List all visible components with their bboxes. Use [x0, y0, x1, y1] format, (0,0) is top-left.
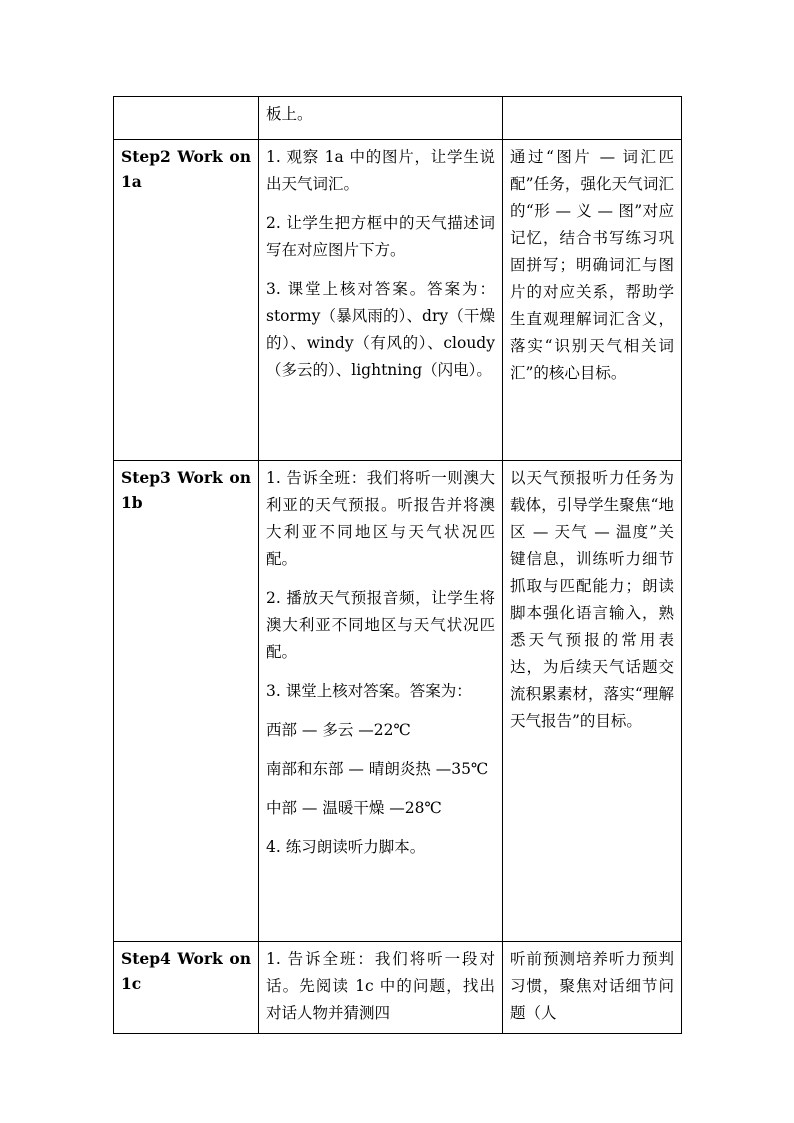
step-title-tail: 1a [121, 172, 142, 191]
procedure-cell [259, 942, 503, 1034]
objective-text: 以天气预报听力任务为载体，引导学生聚焦“地区 — 天气 — 温度”关键信息，训练听力细节抓取与匹配能力；朗读脚本强化语言输入，熟悉天气预报的常用表达，为后续天气话题交流积累素材，落实“理解天气报告”的目标。 [510, 469, 674, 730]
procedure-cell [259, 97, 503, 140]
procedure-paragraph: 4. 练习朗读听力脚本。 [266, 838, 426, 856]
table-row [114, 140, 682, 461]
step-title: Step2 Work on [121, 147, 251, 166]
objective-text: 听前预测培养听力预判习惯，聚焦对话细节问题（人 [510, 950, 674, 1022]
table-row [114, 942, 682, 1034]
procedure-paragraph: 1. 观察 1a 中的图片，让学生说出天气词汇。 [266, 148, 495, 193]
step-cell [114, 942, 259, 1034]
step-title: Step4 Work on [121, 949, 251, 968]
table-row [114, 97, 682, 140]
procedure-paragraph: 2. 播放天气预报音频，让学生将澳大利亚不同地区与天气状况匹配。 [266, 589, 495, 661]
procedure-paragraph: 1. 告诉全班：我们将听一则澳大利亚的天气预报。听报告并将澳大利亚不同地区与天气状况匹配。 [266, 469, 495, 568]
step-title-tail: 1b [121, 493, 143, 512]
step-cell [114, 97, 259, 140]
step-cell [114, 140, 259, 461]
answer-line: 南部和东部 — 晴朗炎热 —35℃ [266, 760, 489, 778]
step-cell [114, 461, 259, 942]
procedure-cell [259, 140, 503, 461]
step-title-tail: 1c [121, 974, 142, 993]
answer-line: 中部 — 温暖干燥 —28℃ [266, 799, 442, 817]
objective-cell [503, 97, 682, 140]
objective-text: 通过“图片 — 词汇匹配”任务，强化天气词汇的“形 — 义 — 图”对应记忆，结合书写练习巩固拼写；明确词汇与图片的对应关系，帮助学生直观理解词汇含义，落实“识别天气相关词汇”的核心目标。 [510, 148, 674, 382]
procedure-paragraph: 板上。 [266, 105, 313, 123]
procedure-paragraph: 3. 课堂上核对答案。答案为： [266, 682, 472, 700]
table-row [114, 461, 682, 942]
procedure-paragraph: 2. 让学生把方框中的天气描述词写在对应图片下方。 [266, 214, 495, 259]
step-title: Step3 Work on [121, 468, 251, 487]
objective-cell [503, 461, 682, 942]
procedure-paragraph: 1. 告诉全班：我们将听一段对话。先阅读 1c 中的问题，找出对话人物并猜测四 [266, 950, 495, 1022]
objective-cell [503, 942, 682, 1034]
lesson-plan-table [113, 96, 682, 1034]
answer-line: 西部 — 多云 —22℃ [266, 721, 411, 739]
procedure-cell [259, 461, 503, 942]
procedure-paragraph: 3. 课堂上核对答案。答案为：stormy（暴风雨的）、dry（干燥的）、windy（有风的）、cloudy（多云的）、lightning（闪电）。 [266, 280, 495, 379]
objective-cell [503, 140, 682, 461]
